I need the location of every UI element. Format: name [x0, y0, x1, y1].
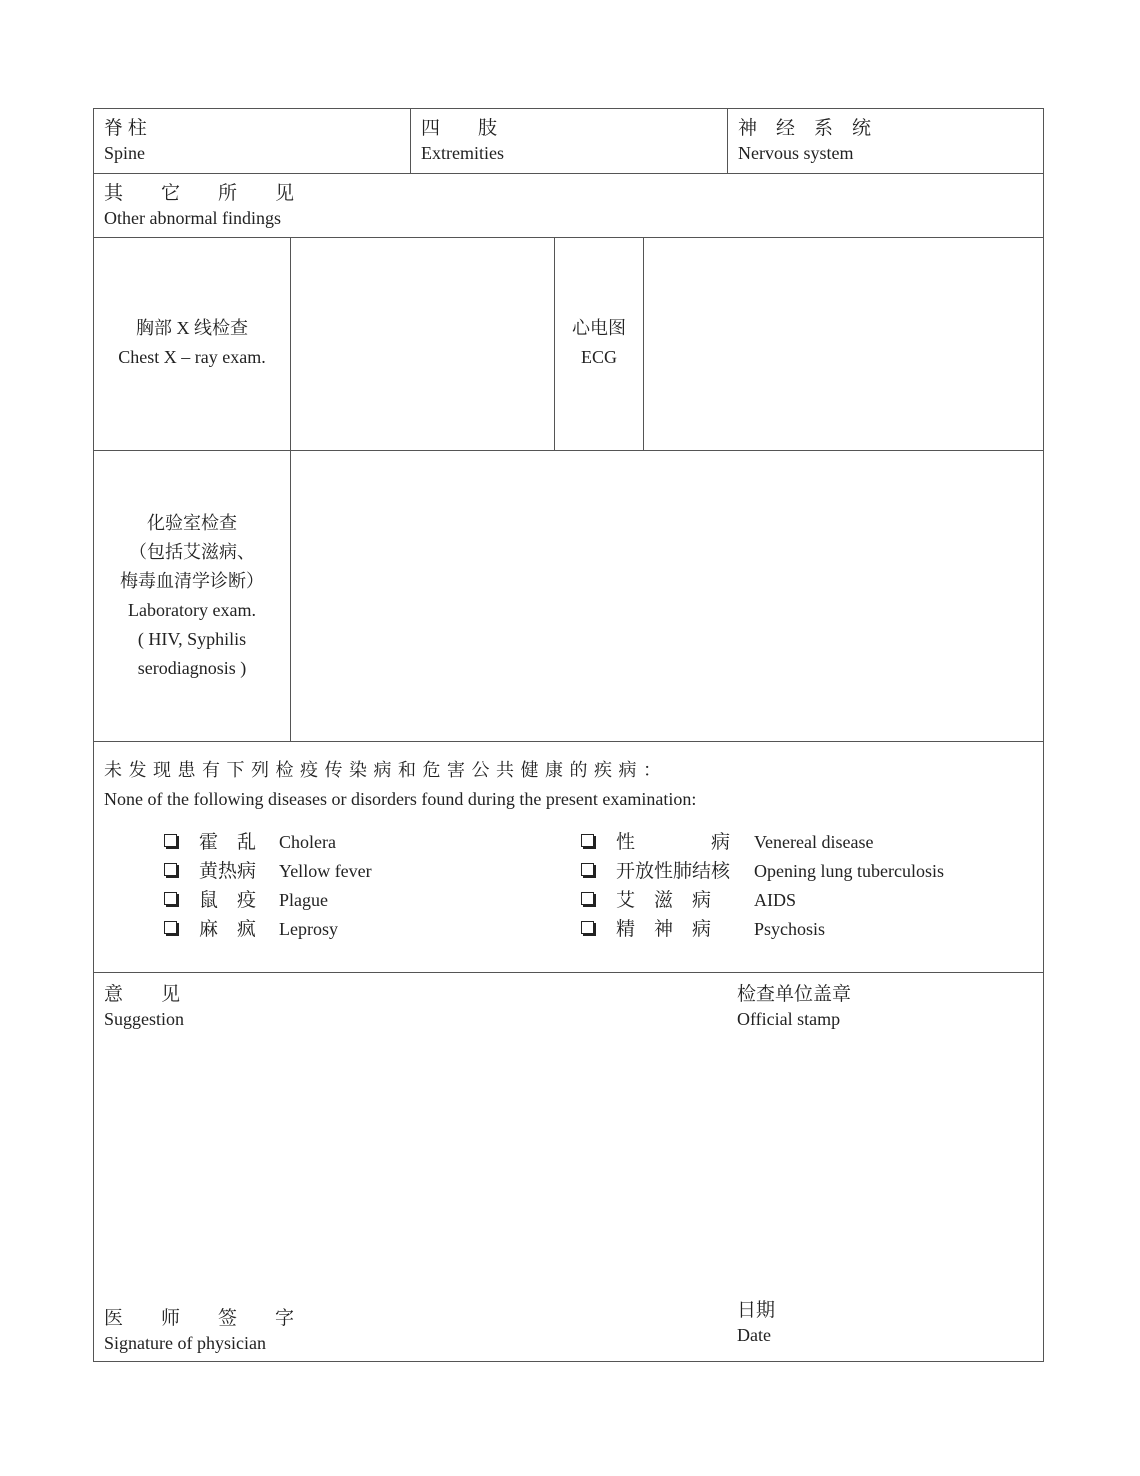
official-stamp-area[interactable]: [737, 983, 851, 1031]
date-label-en: Date: [737, 1325, 771, 1345]
checkbox-icon[interactable]: [581, 892, 594, 905]
checkbox-icon[interactable]: [164, 921, 177, 934]
signature-label-zh: 医 师 签 字: [104, 1308, 295, 1329]
chest-xray-label-cell: [94, 238, 290, 450]
physician-signature-field[interactable]: [104, 1307, 294, 1355]
checkbox-icon[interactable]: [164, 863, 177, 876]
row-lab: [94, 451, 1043, 742]
suggestion-field[interactable]: [104, 983, 184, 1031]
checkbox-cholera[interactable]: 霍 乱 Cholera: [164, 828, 336, 857]
spine-field[interactable]: [94, 109, 410, 173]
checkbox-venereal-disease[interactable]: 性 病 Venereal disease: [581, 828, 873, 857]
nervous-label-en: Nervous system: [738, 143, 854, 163]
other-findings-field[interactable]: [94, 174, 1043, 238]
checkbox-aids[interactable]: 艾 滋 病 AIDS: [581, 886, 796, 915]
ecg-label-en: ECG: [581, 347, 617, 367]
checkbox-icon[interactable]: [164, 834, 177, 847]
other-label-zh: 其 它 所 见: [104, 183, 295, 204]
ecg-label-cell: [554, 238, 643, 450]
lab-label-line: （包括艾滋病、: [129, 542, 255, 562]
diseases-heading-en: None of the following diseases or disorders found during the present examination:: [104, 789, 697, 809]
date-label-zh: 日期: [737, 1300, 776, 1321]
extremities-label-en: Extremities: [421, 143, 504, 163]
checkbox-icon[interactable]: [581, 921, 594, 934]
chest-label-zh: 胸部 X 线检查: [136, 318, 248, 338]
date-field[interactable]: [737, 1299, 775, 1347]
diseases-section: [94, 742, 1043, 973]
lab-label-line: serodiagnosis ): [137, 658, 247, 678]
checkbox-open-tuberculosis[interactable]: 开放性肺结核 Opening lung tuberculosis: [581, 857, 944, 886]
suggestion-label-en: Suggestion: [104, 1009, 185, 1029]
ecg-label-zh: 心电图: [572, 318, 626, 338]
lab-label-line: Laboratory exam.: [128, 600, 256, 620]
extremities-label-zh: 四 肢: [421, 118, 498, 139]
chest-label-en: Chest X – ray exam.: [118, 347, 266, 367]
chest-xray-result-field[interactable]: [290, 238, 554, 450]
suggestion-label-zh: 意 见: [104, 984, 181, 1005]
lab-label-cell: [94, 451, 290, 741]
checkbox-plague[interactable]: 鼠 疫 Plague: [164, 886, 328, 915]
checkbox-yellow-fever[interactable]: 黄热病 Yellow fever: [164, 857, 372, 886]
checkbox-icon[interactable]: [164, 892, 177, 905]
row-chest-ecg: [94, 238, 1043, 451]
row-spine-extremities-nervous: [94, 109, 1043, 174]
other-label-en: Other abnormal findings: [104, 208, 281, 228]
spine-label-zh: 脊 柱: [104, 118, 147, 139]
checkbox-icon[interactable]: [581, 863, 594, 876]
checkbox-leprosy[interactable]: 麻 疯 Leprosy: [164, 915, 338, 944]
ecg-result-field[interactable]: [643, 238, 1043, 450]
stamp-label-zh: 检查单位盖章: [737, 984, 852, 1005]
nervous-system-field[interactable]: [727, 109, 1043, 173]
footer-section: [94, 973, 1043, 1362]
signature-label-en: Signature of physician: [104, 1333, 266, 1353]
stamp-label-en: Official stamp: [737, 1009, 841, 1029]
spine-label-en: Spine: [104, 143, 146, 163]
medical-exam-form: [93, 108, 1044, 1362]
lab-label-line: ( HIV, Syphilis: [137, 629, 247, 649]
lab-label-line: 梅毒血清学诊断）: [120, 571, 264, 591]
diseases-heading-zh: 未 发 现 患 有 下 列 检 疫 传 染 病 和 危 害 公 共 健 康 的 疾 病 ：: [104, 760, 662, 780]
checkbox-psychosis[interactable]: 精 神 病 Psychosis: [581, 915, 825, 944]
checkbox-icon[interactable]: [581, 834, 594, 847]
lab-label-line: 化验室检查: [147, 513, 237, 533]
extremities-field[interactable]: [410, 109, 727, 173]
lab-result-field[interactable]: [290, 451, 1043, 741]
nervous-label-zh: 神 经 系 统: [738, 118, 872, 139]
